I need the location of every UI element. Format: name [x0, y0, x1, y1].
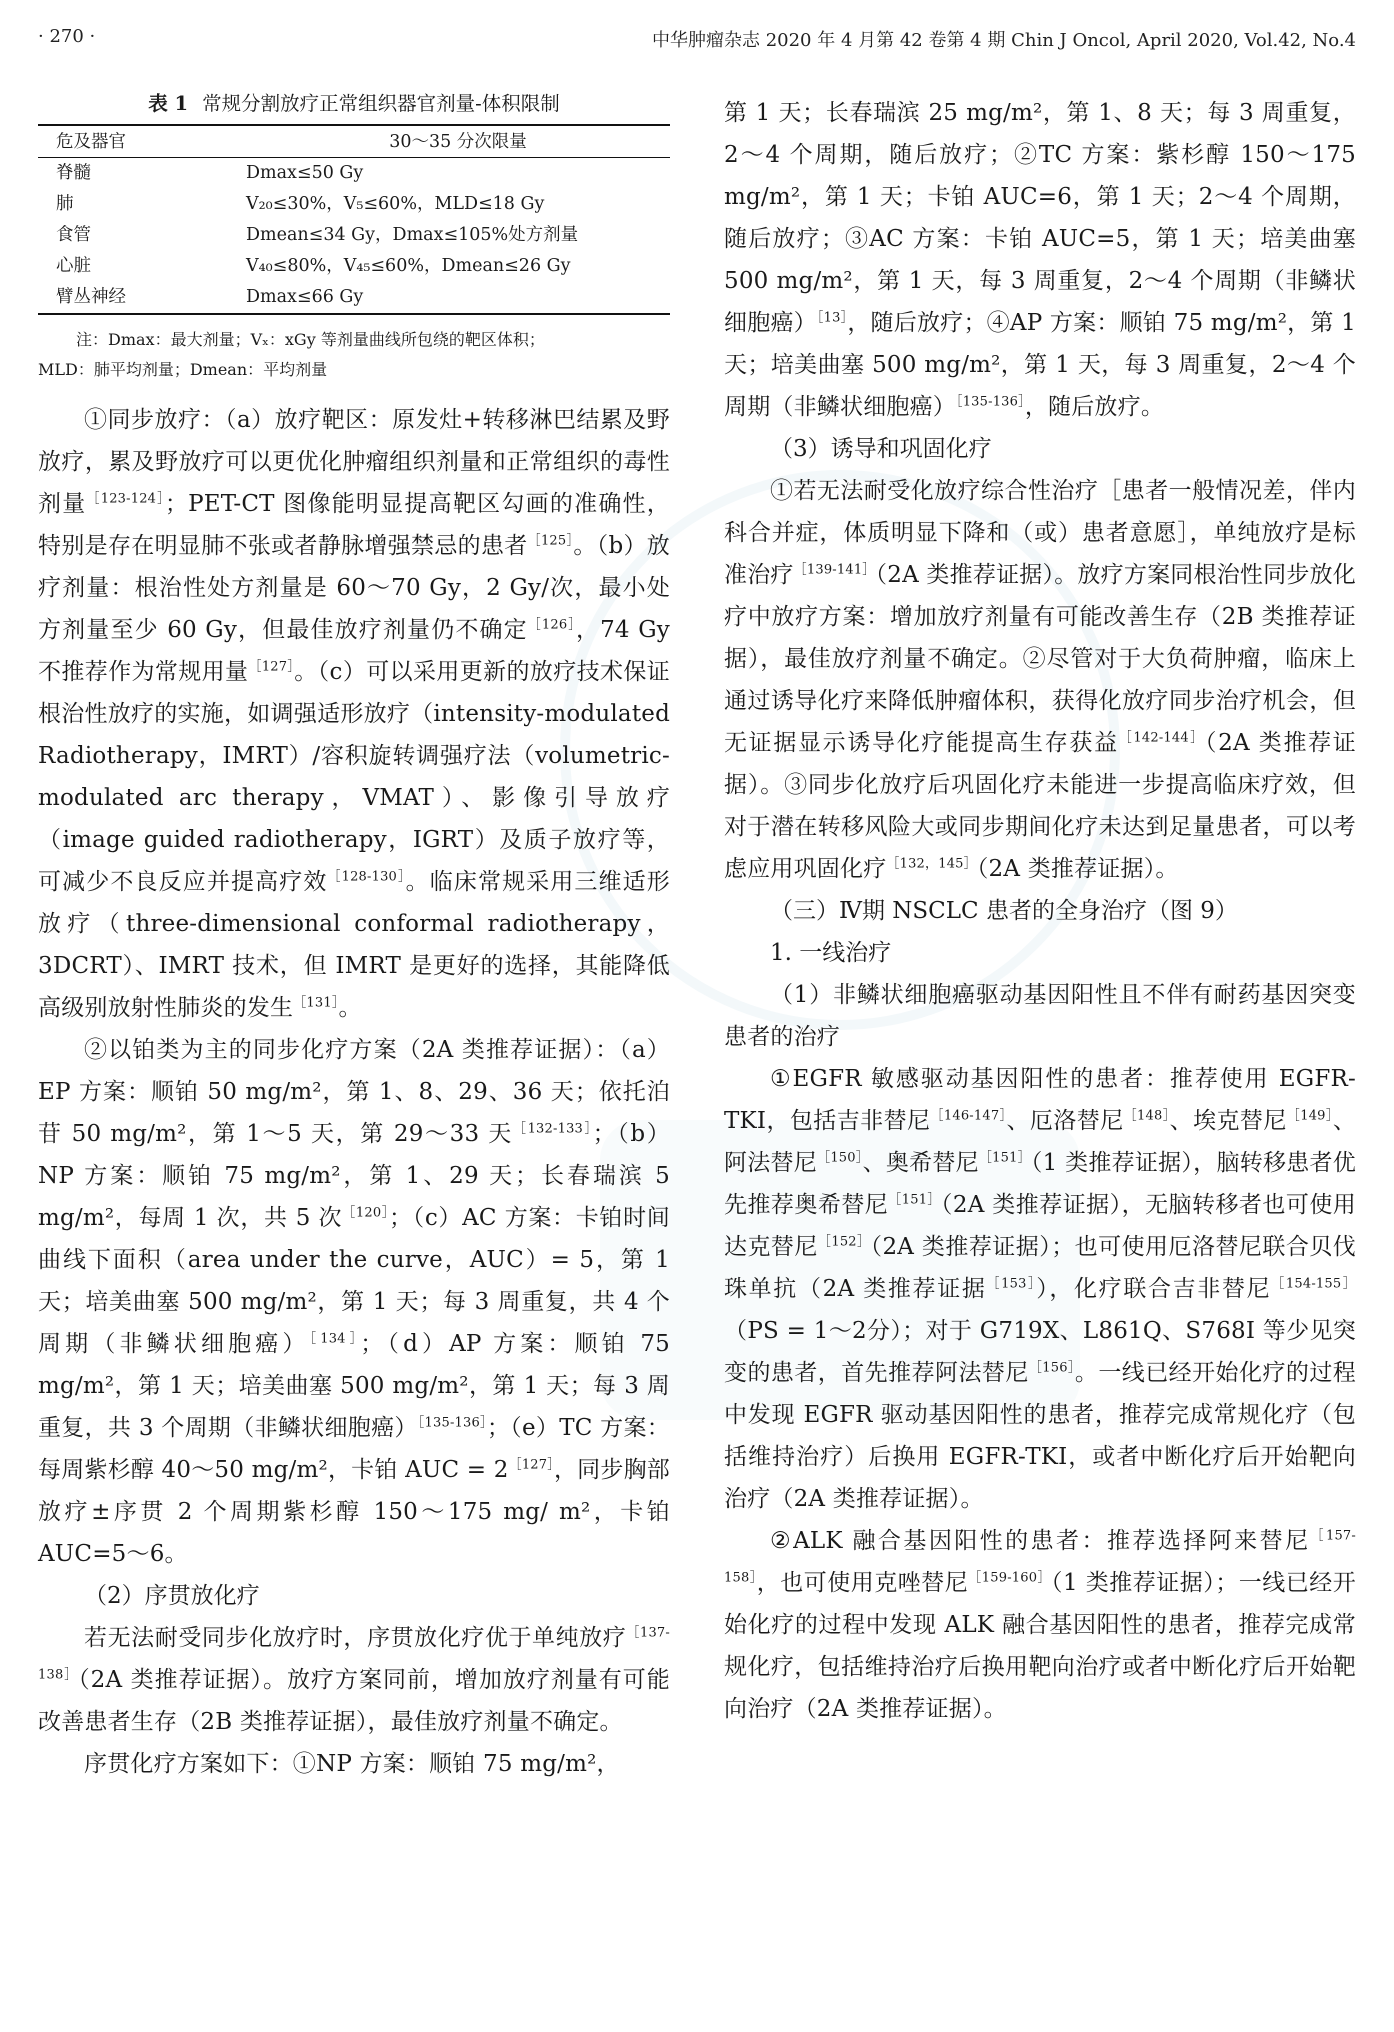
table-label: 表 1 — [148, 92, 189, 115]
section-heading: 1. 一线治疗 — [770, 940, 892, 966]
table-header-limit: 30～35 分次限量 — [246, 125, 670, 158]
table-caption — [38, 88, 670, 116]
section-heading: （1）非鳞状细胞癌驱动基因阳性且不伴有耐药基因突变患者的治疗 — [724, 982, 1356, 1050]
paragraph-concurrent-radiotherapy: ①同步放疗：（a）放疗靶区：原发灶+转移淋巴结累及野放疗，累及野放疗可以更优化肿瘤组织剂量和正常组织的毒性剂量$^{[123-124]}$；PET-CT 图像能明显提高靶区勾画的准确性，特别是存在明显肺不张或者静脉增强禁忌的患者$^{[125]}$。（b）放疗剂量：根治性处方剂量是 60～70 Gy，2 Gy/次，最小处方剂量至少 60 Gy，但最佳放疗剂量仍不确定$^{[126]}$，74 Gy 不推荐作为常规用量$^{[127]}$。（c）可以采用更新的放疗技术保证根治性放疗的实施，如调强适形放疗（intensity-modulated Radiotherapy，IMRT）/容积旋转调强疗法（volumetric-modulated arc therapy，VMAT）、影像引导放疗（image guided radiotherapy，IGRT）及质子放疗等，可减少不良反应并提高疗效$^{[128-130]}$。临床常规采用三维适形放疗（three-dimensional conformal radiotherapy，3DCRT）、IMRT 技术，但 IMRT 是更好的选择，其能降低高级别放射性肺炎的发生$^{[131]}$。 — [38, 407, 671, 1021]
dose-limit-table — [38, 124, 670, 315]
paragraph-egfr: ①EGFR 敏感驱动基因阳性的患者：推荐使用 EGFR-TKI，包括吉非替尼$^{[146-147]}$、厄洛替尼$^{[148]}$、埃克替尼$^{[149]}$、阿法替尼$^{[150]}$、奥希替尼$^{[151]}$（1 类推荐证据），脑转移患者优先推荐奥希替尼$^{[151]}$（2A 类推荐证据），无脑转移者也可使用达克替尼$^{[152]}$（2A 类推荐证据）；也可使用厄洛替尼联合贝伐珠单抗（2A 类推荐证据$^{[153]}$），化疗联合吉非替尼$^{[154-155]}$（PS = 1～2分）；对于 G719X、L861Q、S768I 等少见突变的患者，首先推荐阿法替尼$^{[156]}$。一线已经开始化疗的过程中发现 EGFR 驱动基因阳性的患者，推荐完成常规化疗（包括维持治疗）后换用 EGFR-TKI，或者中断化疗后开始靶向治疗（2A 类推荐证据）。 — [724, 1066, 1357, 1512]
right-column — [724, 92, 1356, 1730]
section-heading: （3）诱导和巩固化疗 — [770, 436, 992, 462]
paragraph-regimens-continued: 第 1 天；长春瑞滨 25 mg/m²，第 1、8 天；每 3 周重复，2～4 个周期，随后放疗；②TC 方案：紫杉醇 150～175 mg/m²，第 1 天；卡铂 AUC=6，第 1 天；2～4 个周期，随后放疗；③AC 方案：卡铂 AUC=5，第 1 天；培美曲塞 500 mg/m²，第 1 天，每 3 周重复，2～4 个周期（非鳞状细胞癌）$^{[13]}$，随后放疗；④AP 方案：顺铂 75 mg/m²，第 1 天；培美曲塞 500 mg/m²，第 1 天，每 3 周重复，2～4 个周期（非鳞状细胞癌）$^{[135-136]}$，随后放疗。 — [724, 100, 1356, 420]
table-row: 食管 Dmean≤34 Gy，Dmax≤105%处方剂量 — [56, 225, 579, 245]
table-note: 注：Dmax：最大剂量；Vₓ：xGy 等剂量曲线所包绕的靶区体积； MLD：肺平均剂量；Dmean：平均剂量 — [38, 330, 545, 379]
left-column — [38, 84, 670, 1785]
paragraph-concurrent-chemo: ②以铂类为主的同步化疗方案（2A 类推荐证据）：（a）EP 方案：顺铂 50 mg/m²，第 1、8、29、36 天；依托泊苷 50 mg/m²，第 1～5 天，第 29～33 天$^{[132-133]}$；（b）NP 方案：顺铂 75 mg/m²，第 1、29 天；长春瑞滨 5 mg/m²，每周 1 次，共 5 次$^{[120]}$；（c）AC 方案：卡铂时间曲线下面积（area under the curve，AUC）= 5，第 1 天；培美曲塞 500 mg/m²，第 1 天；每 3 周重复，共 4 个周期（非鳞状细胞癌）$^{[134]}$；（d）AP 方案：顺铂 75 mg/m²，第 1 天；培美曲塞 500 mg/m²，第 1 天；每 3 周重复，共 3 个周期（非鳞状细胞癌）$^{[135-136]}$；（e）TC 方案：每周紫杉醇 40～50 mg/m²，卡铂 AUC = $2^{[127]}$，同步胸部放疗±序贯 2 个周期紫杉醇 150～175 mg/ m²，卡铂 AUC=5～6。 — [38, 1037, 670, 1567]
section-heading: （三）Ⅳ期 NSCLC 患者的全身治疗（图 9） — [770, 898, 1238, 924]
paragraph-alk: ②ALK 融合基因阳性的患者：推荐选择阿来替尼$^{[157-158]}$，也可使用克唑替尼$^{[159-160]}$（1 类推荐证据）；一线已经开始化疗的过程中发现 ALK 融合基因阳性的患者，推荐完成常规化疗，包括维持治疗后换用靶向治疗或者中断化疗后开始靶向治疗（2A 类推荐证据）。 — [724, 1528, 1356, 1722]
running-header — [0, 26, 1394, 56]
journal-citation: 中华肿瘤杂志 2020 年 4 月第 42 卷第 4 期 Chin J Oncol, April 2020, Vol.42, No.4 — [651, 30, 1356, 51]
table-title: 常规分割放疗正常组织器官剂量-体积限制 — [202, 92, 560, 115]
paragraph-sequential-regimens: 序贯化疗方案如下：①NP 方案：顺铂 75 mg/m²， — [84, 1751, 620, 1777]
paragraph-induction-consolidation: ①若无法耐受化放疗综合性治疗［患者一般情况差，伴内科合并症，体质明显下降和（或）患者意愿］，单纯放疗是标准治疗$^{[139-141]}$（2A 类推荐证据）。放疗方案同根治性同步放化疗中放疗方案：增加放疗剂量有可能改善生存（2B 类推荐证据），最佳放疗剂量不确定。②尽管对于大负荷肿瘤，临床上通过诱导化疗来降低肿瘤体积，获得化放疗同步治疗机会，但无证据显示诱导化疗能提高生存获益$^{[142-144]}$（2A 类推荐证据）。③同步化放疗后巩固化疗未能进一步提高临床疗效，但对于潜在转移风险大或同步期间化疗未达到足量患者，可以考虑应用巩固化疗$^{[132,145]}$（2A 类推荐证据）。 — [724, 478, 1356, 882]
table-header-organ: 危及器官 — [38, 125, 246, 158]
paragraph-sequential: 若无法耐受同步化放疗时，序贯放化疗优于单纯放疗$^{[137-138]}$（2A 类推荐证据）。放疗方案同前，增加放疗剂量有可能改善患者生存（2B 类推荐证据），最佳放疗剂量不确定。 — [38, 1625, 670, 1735]
page-number: · 270 · — [38, 26, 96, 47]
section-heading: （2）序贯放化疗 — [84, 1583, 260, 1609]
table-row: 臂丛神经 Dmax≤66 Gy — [56, 287, 364, 307]
table-row: 心脏 V₄₀≤80%，V₄₅≤60%，Dmean≤26 Gy — [56, 256, 571, 276]
table-row: 肺 V₂₀≤30%，V₅≤60%，MLD≤18 Gy — [56, 194, 545, 214]
table-row: 脊髓 Dmax≤50 Gy — [56, 163, 364, 183]
